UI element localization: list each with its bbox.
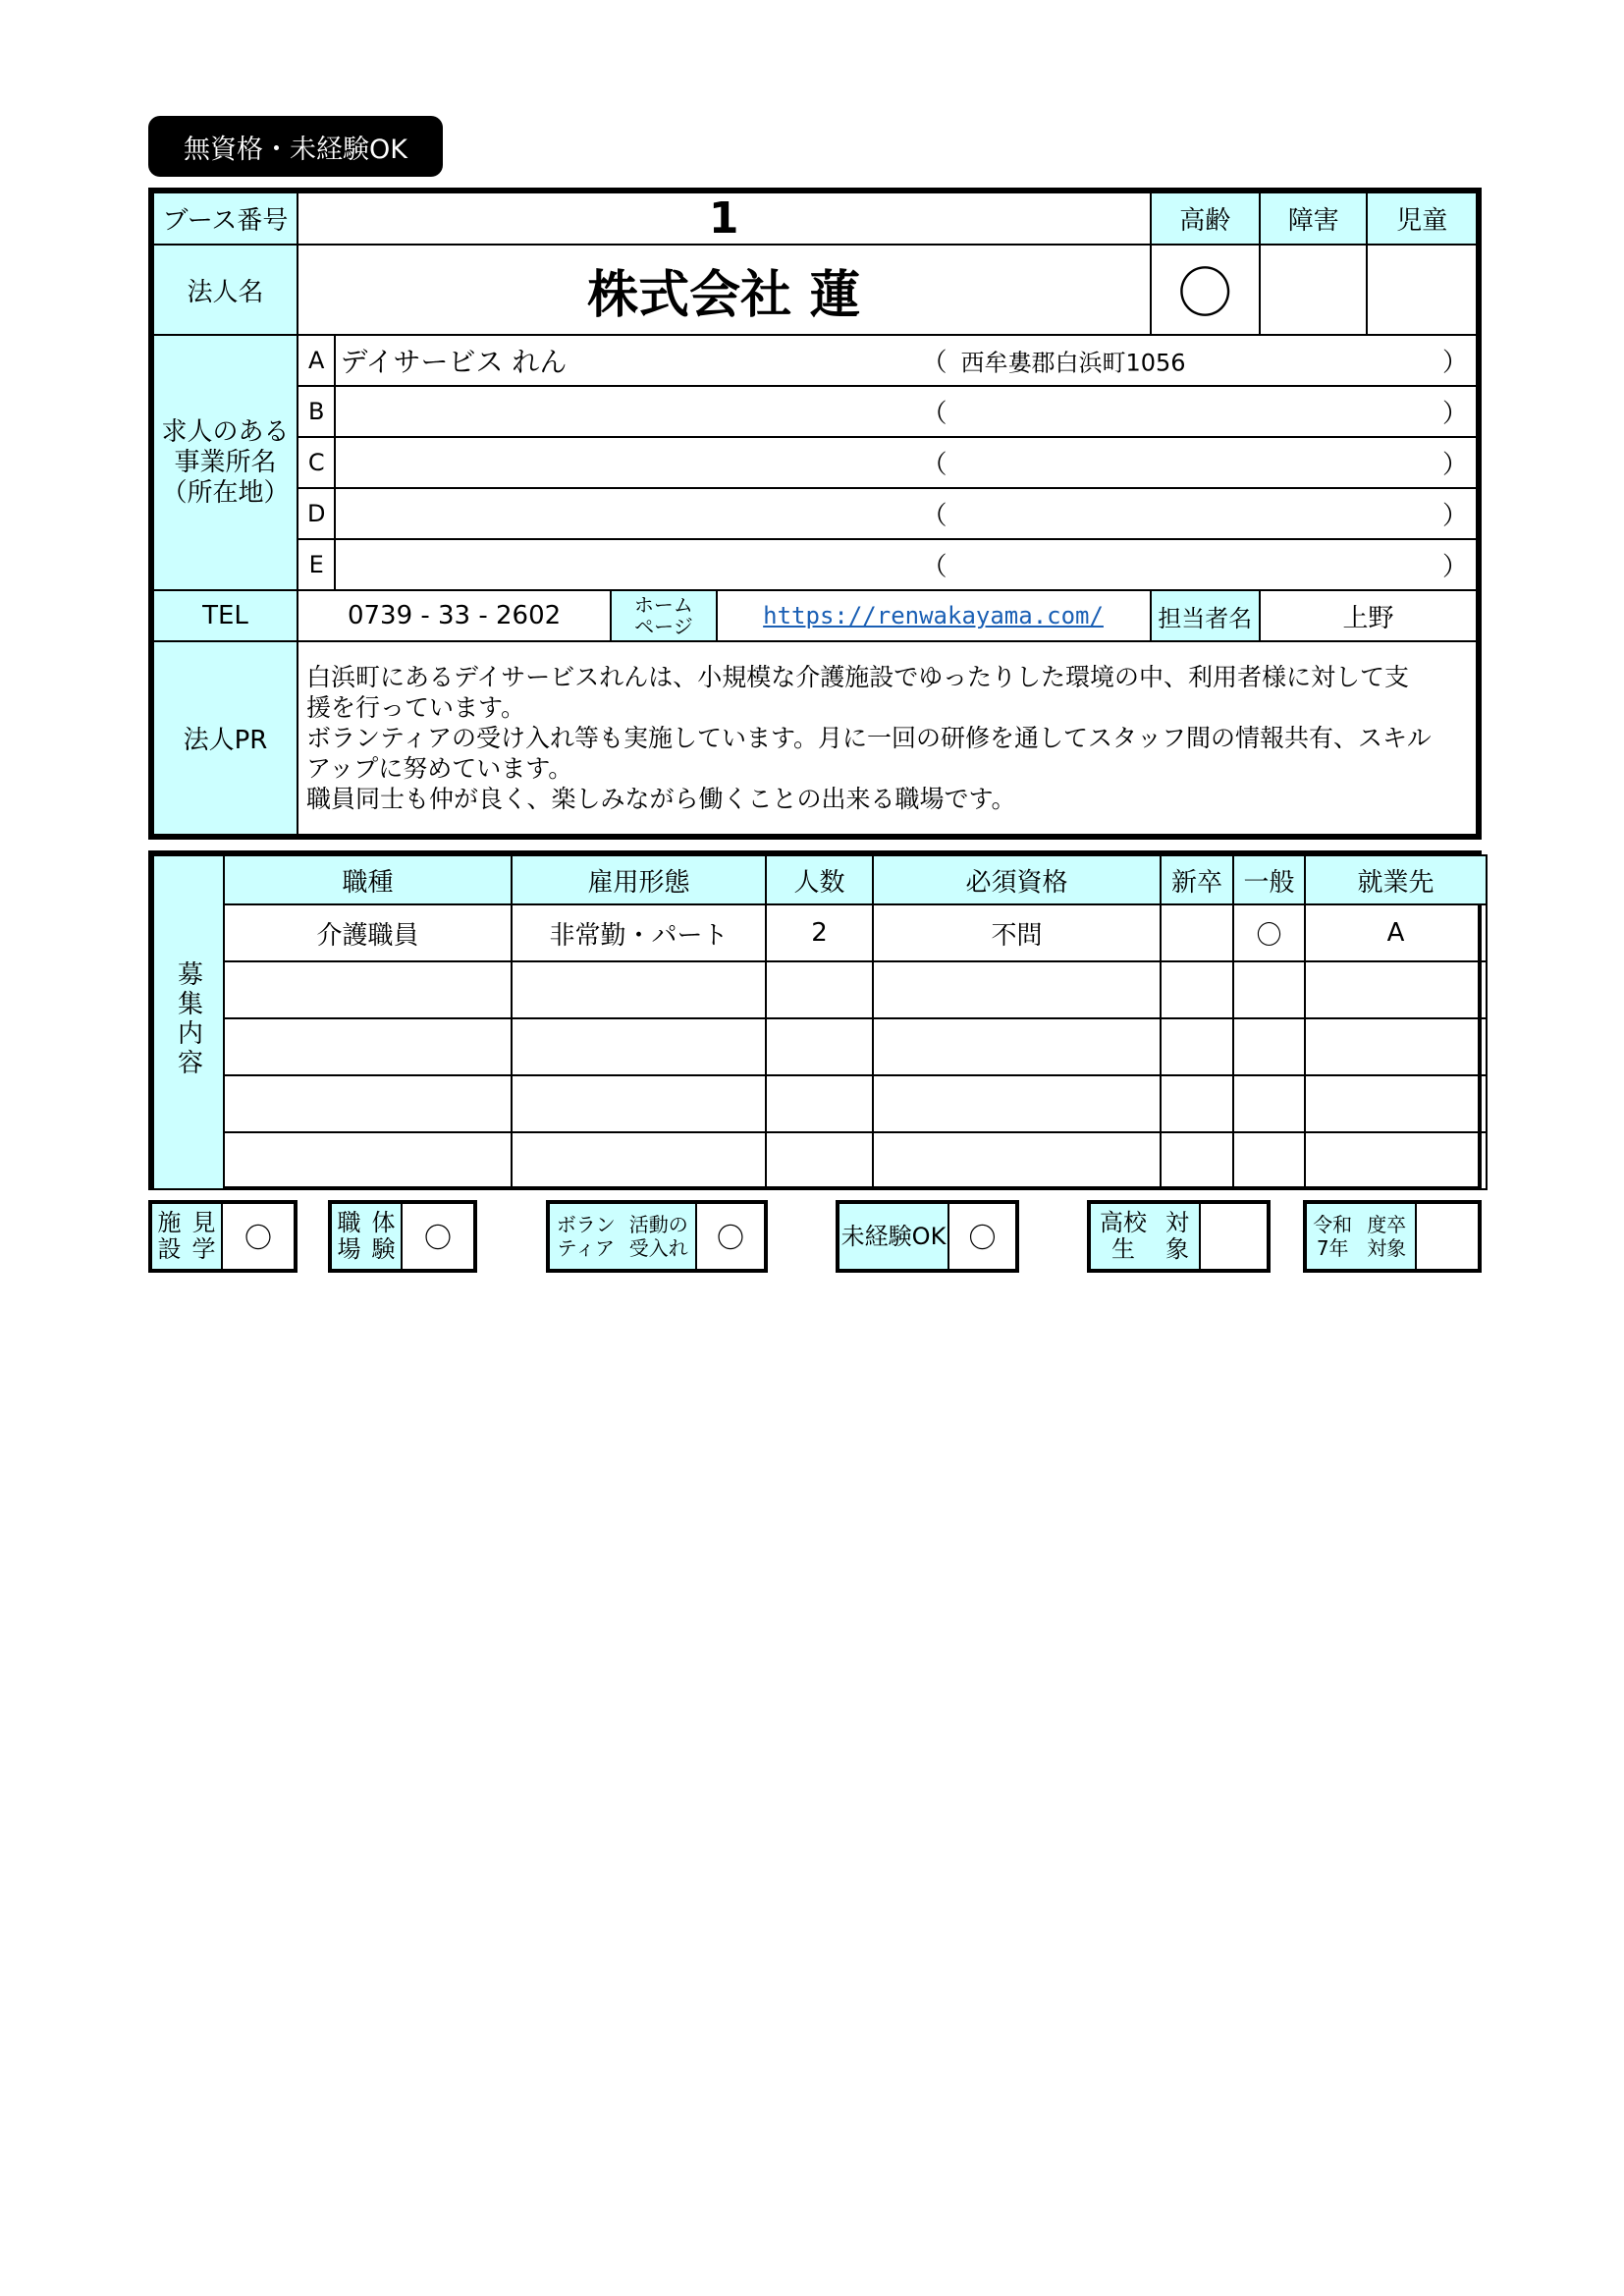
required-qualification xyxy=(873,1132,1161,1189)
offices-label-line-2: 事業所名 xyxy=(174,447,277,477)
employment-type xyxy=(512,1075,766,1132)
required-qualification: 不問 xyxy=(873,904,1161,961)
col-general: 一般 xyxy=(1233,855,1305,904)
open-paren: （ xyxy=(921,399,947,429)
office-name: デイサービス れん xyxy=(340,346,568,378)
general: 〇 xyxy=(1233,904,1305,961)
general xyxy=(1233,1018,1305,1075)
col-headcount: 人数 xyxy=(766,855,873,904)
office-letter: A xyxy=(298,335,336,386)
booth-number: 1 xyxy=(298,192,1151,245)
booth-label: ブース番号 xyxy=(153,192,298,245)
feature-label: ボランティア 活動の受入れ xyxy=(550,1204,697,1269)
close-paren: ） xyxy=(1441,450,1468,480)
col-new-graduate: 新卒 xyxy=(1161,855,1233,904)
feature-value xyxy=(1201,1204,1267,1269)
feature-label: 高校生 対象 xyxy=(1091,1204,1201,1269)
open-paren: （ xyxy=(921,501,947,531)
job-type: 介護職員 xyxy=(224,904,512,961)
employment-type: 非常勤・パート xyxy=(512,904,766,961)
required-qualification xyxy=(873,1075,1161,1132)
table-row xyxy=(153,1018,1487,1075)
feature-label: 令和7年 度卒対象 xyxy=(1307,1204,1417,1269)
feature-value: 〇 xyxy=(244,1222,272,1254)
recruitment-table xyxy=(148,850,1482,1190)
general xyxy=(1233,1075,1305,1132)
table-row xyxy=(153,904,1487,961)
homepage-label-line-1: ホーム xyxy=(633,593,693,617)
table-row xyxy=(153,1075,1487,1132)
office-letter: D xyxy=(298,488,336,539)
recruit-side-label xyxy=(153,855,224,1189)
workplace xyxy=(1305,1132,1487,1189)
headcount xyxy=(766,961,873,1018)
feature-value: 〇 xyxy=(716,1222,744,1254)
col-required-qualification: 必須資格 xyxy=(873,855,1161,904)
headcount xyxy=(766,1018,873,1075)
category-children-label: 児童 xyxy=(1367,192,1477,245)
tel-label: TEL xyxy=(153,590,298,641)
office-row xyxy=(335,539,1477,590)
general xyxy=(1233,1132,1305,1189)
general xyxy=(1233,961,1305,1018)
no-qualification-badge: 無資格・未経験OK xyxy=(148,116,443,177)
office-letter: C xyxy=(298,437,336,488)
feature-graduate-2025 xyxy=(1303,1200,1482,1273)
pr-label: 法人PR xyxy=(153,641,298,835)
homepage-cell xyxy=(717,590,1151,641)
new-graduate xyxy=(1161,1075,1233,1132)
open-paren: （ xyxy=(921,450,947,480)
required-qualification xyxy=(873,1018,1161,1075)
col-job-type: 職種 xyxy=(224,855,512,904)
office-row xyxy=(335,386,1477,437)
close-paren: ） xyxy=(1441,501,1468,531)
feature-workplace-experience xyxy=(328,1200,477,1273)
required-qualification xyxy=(873,961,1161,1018)
new-graduate xyxy=(1161,1132,1233,1189)
job-type xyxy=(224,1018,512,1075)
feature-label: 施設 見学 xyxy=(152,1204,223,1269)
pr-text xyxy=(298,641,1477,835)
homepage-label-line-2: ページ xyxy=(634,615,693,638)
feature-label: 職場 体験 xyxy=(332,1204,403,1269)
offices-label-line-1: 求人のある xyxy=(161,416,290,447)
workplace: A xyxy=(1305,904,1487,961)
employment-type xyxy=(512,1018,766,1075)
offices-label xyxy=(153,335,298,590)
office-letter: E xyxy=(298,539,336,590)
job-type xyxy=(224,1075,512,1132)
corp-name-label: 法人名 xyxy=(153,245,298,335)
col-workplace: 就業先 xyxy=(1305,855,1487,904)
close-paren: ） xyxy=(1441,348,1468,378)
feature-inexperienced-ok xyxy=(836,1200,1019,1273)
category-children-mark xyxy=(1367,245,1477,335)
new-graduate xyxy=(1161,961,1233,1018)
office-row xyxy=(335,488,1477,539)
feature-volunteer xyxy=(546,1200,768,1273)
headcount: 2 xyxy=(766,904,873,961)
job-type xyxy=(224,961,512,1018)
open-paren: （ xyxy=(921,552,947,582)
headcount xyxy=(766,1132,873,1189)
pr-line: 白浜町にあるデイサービスれんは、小規模な介護施設でゆったりした環境の中、利用者様に対して支 xyxy=(305,663,1409,691)
table-row xyxy=(153,1132,1487,1189)
office-address: 西牟婁郡白浜町1056 xyxy=(960,349,1186,377)
tel-number: 0739 - 33 - 2602 xyxy=(298,590,611,641)
workplace xyxy=(1305,961,1487,1018)
close-paren: ） xyxy=(1441,399,1468,429)
new-graduate xyxy=(1161,904,1233,961)
feature-label: 未経験 OK xyxy=(839,1204,949,1269)
job-type xyxy=(224,1132,512,1189)
recruit-side-text: 募集内容 xyxy=(173,959,203,1078)
feature-value xyxy=(1417,1204,1478,1269)
pr-line: アップに努めています。 xyxy=(305,754,573,783)
feature-value: 〇 xyxy=(423,1222,452,1254)
close-paren: ） xyxy=(1441,552,1468,582)
category-elderly-mark: 〇 xyxy=(1151,245,1260,335)
contact-person-label: 担当者名 xyxy=(1151,590,1260,641)
open-paren: （ xyxy=(921,348,947,378)
feature-high-school xyxy=(1087,1200,1271,1273)
feature-value: 〇 xyxy=(968,1222,997,1254)
category-elderly-label: 高齢 xyxy=(1151,192,1260,245)
company-info-table xyxy=(148,188,1482,840)
table-row xyxy=(153,961,1487,1018)
offices-label-line-3: （所在地） xyxy=(161,477,290,508)
pr-line: 援を行っています。 xyxy=(305,693,525,722)
workplace xyxy=(1305,1075,1487,1132)
employment-type xyxy=(512,961,766,1018)
office-row xyxy=(335,437,1477,488)
pr-line: ボランティアの受け入れ等も実施しています。月に一回の研修を通してスタッフ間の情報共有、スキル xyxy=(305,724,1432,752)
office-letter: B xyxy=(298,386,336,437)
category-disability-mark xyxy=(1260,245,1367,335)
headcount xyxy=(766,1075,873,1132)
corp-name: 株式会社 蓮 xyxy=(298,245,1151,335)
pr-line: 職員同士も仲が良く、楽しみながら働くことの出来る職場です。 xyxy=(305,785,1016,813)
category-disability-label: 障害 xyxy=(1260,192,1367,245)
workplace xyxy=(1305,1018,1487,1075)
employment-type xyxy=(512,1132,766,1189)
homepage-link[interactable]: https://renwakayama.com/ xyxy=(763,602,1104,629)
feature-facility-tour xyxy=(148,1200,298,1273)
contact-person: 上野 xyxy=(1260,590,1477,641)
office-row xyxy=(335,335,1477,386)
new-graduate xyxy=(1161,1018,1233,1075)
col-employment-type: 雇用形態 xyxy=(512,855,766,904)
homepage-label xyxy=(611,590,716,641)
